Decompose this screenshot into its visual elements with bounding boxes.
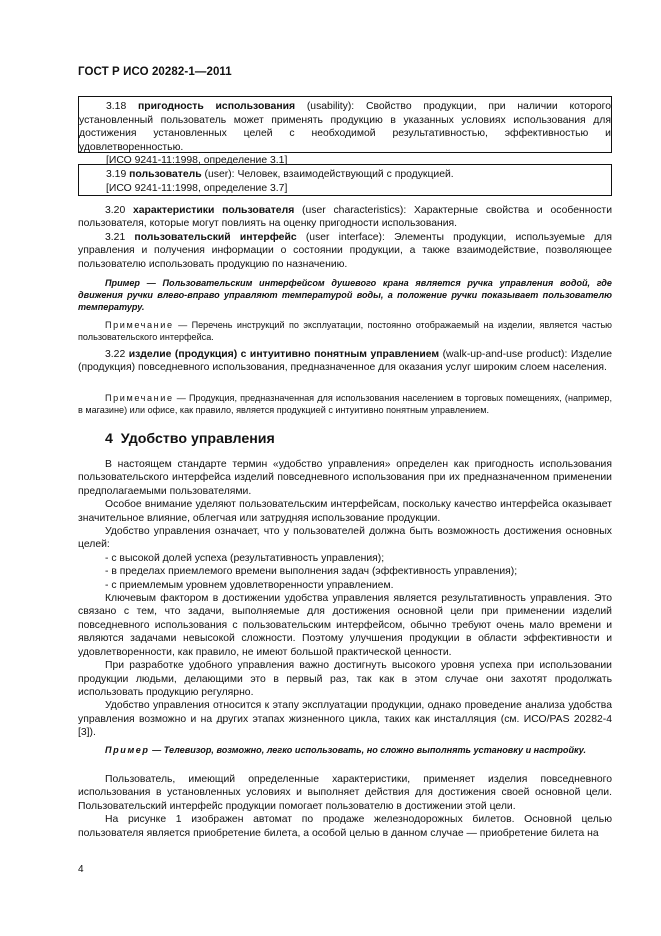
def-term: пользовательский интерфейс	[134, 231, 297, 243]
def-number: 3.22	[105, 349, 126, 360]
note-2	[78, 392, 612, 416]
example-shower	[78, 277, 612, 313]
paragraph: Удобство управления относится к этапу эксплуатации продукции, однако проведение анализа удобства управления возможно и на других этапах жизненного цикла, таких как инсталляция (см. ИСО/PAS 20282-4 [3]).	[78, 700, 612, 739]
note-label: Примечание	[105, 393, 174, 403]
def-term: пригодность использования	[138, 101, 296, 112]
def-text: Изделие (продукция) повседневного использования, предназначенное для оказания услуг широким слоем населения.	[78, 349, 612, 374]
def-term: пользователь	[129, 169, 202, 180]
list-item: - с приемлемым уровнем удовлетворенности управлением.	[105, 579, 394, 591]
def-term-en: (user):	[204, 169, 235, 180]
paragraph: Удобство управления означает, что у пользователей должна быть возможность достижения основных целей:	[78, 526, 612, 551]
list-item: - с высокой долей успеха (результативность управления);	[105, 552, 385, 564]
paragraph: На рисунке 1 изображен автомат по продаже железнодорожных билетов. Основной целью пользователя является приобретение билета, а особой целью в данном случае — приобретение билета на	[78, 814, 612, 839]
def-reference: [ИСО 9241-11:1998, определение 3.7]	[106, 182, 288, 194]
def-term-en: (usability):	[306, 101, 355, 112]
note-1	[78, 319, 612, 343]
def-text: Элементы продукции, используемые для управления и получения информации о состоянии продукции, а также взаимодействие, позволяющее пользователю использовать продукцию по назначению.	[78, 231, 612, 270]
def-term-en: (user characteristics):	[302, 205, 407, 216]
def-number: 3.20	[105, 205, 126, 216]
def-number: 3.18	[106, 101, 127, 112]
def-term: изделие (продукция) с интуитивно понятным управлением	[128, 349, 440, 360]
def-number: 3.19	[106, 169, 127, 180]
paragraph: Пользователь, имеющий определенные характеристики, применяет изделия повседневного использования в установленных условиях и выполняет действия для достижения своей основной цели. Пользовательский интерфейс продукции помогает пользователю в достижении этой цели.	[78, 774, 612, 812]
paragraph: Ключевым фактором в достижении удобства управления является результативность управления. Это связано с тем, что задачи, выполняемые для достижения основной цели при применении изделий повседневного использования с пользовательским интерфейсом, обычно требуют очень мало времени и являются задачами невысокой сложности. Поэтому улучшения продукции в области эффективности и удовлетворенности, как правило, не имеют большой практической ценности.	[78, 593, 612, 658]
def-term-en: (user interface):	[305, 231, 385, 243]
definition-3-19	[79, 168, 611, 182]
definition-3-21	[78, 231, 612, 271]
def-text: Свойство продукции, при наличии которого установленный пользователь может применять продукцию в указанных условиях использования для достижения установленных целей с необходимой результативностью, эффективностью и удовлетворенностью.	[79, 101, 612, 153]
example-tv	[78, 744, 612, 756]
def-text: Характерные свойства и особенности пользователя, которые могут повлиять на оценку пригодности использования.	[78, 205, 612, 230]
def-text: Человек, взаимодействующий с продукцией.	[237, 169, 454, 180]
section-heading	[105, 431, 275, 447]
def-reference: [ИСО 9241-11:1998, определение 3.1]	[106, 155, 288, 167]
definitions-3-20-3-21	[78, 204, 612, 271]
example-text: Пример — Пользовательским интерфейсом душевого крана является ручка управления водой, где движения ручки влево-вправо управляют температурой воды, а положение ручки показывает пользователю температуру.	[78, 278, 612, 312]
def-term: характеристики пользователя	[133, 205, 295, 216]
paragraph: Особое внимание уделяют пользовательским интерфейсам, поскольку качество интерфейса оказывает значительное влияние, облегчая или затрудняя использование продукции.	[78, 499, 612, 524]
definition-box-3-18	[78, 96, 612, 167]
note-label: Примечание	[105, 320, 174, 330]
document-header: ГОСТ Р ИСО 20282-1—2011	[78, 66, 232, 78]
def-number: 3.21	[105, 231, 126, 243]
definition-3-18	[79, 100, 611, 154]
example-text: — Телевизор, возможно, легко использовать, но сложно выполнять установку и настройку.	[152, 745, 586, 755]
example-label: Пример	[105, 745, 150, 755]
section-number: 4	[105, 431, 113, 447]
note-text: — Продукция, предназначенная для использования населением в торговых помещениях, (например, в магазине) или офисе, как правило, является продукцией с интуитивно понятным управлением.	[78, 393, 612, 415]
definition-3-22-text	[78, 348, 612, 375]
definition-3-22	[78, 348, 612, 375]
definition-3-20	[78, 204, 612, 231]
list-item: - в пределах приемлемого времени выполнения задач (эффективность управления);	[105, 566, 518, 578]
section-4-body-cont	[78, 773, 612, 840]
page-number: 4	[78, 864, 84, 875]
definition-box-3-19	[78, 164, 612, 196]
section-4-body	[78, 458, 612, 740]
paragraph: При разработке удобного управления важно достигнуть высокого уровня успеха при использовании продукции людьми, делающими это в первый раз, так как в этом случае они захотят продолжать использовать продукцию регулярно.	[78, 660, 612, 698]
def-term-en: (walk-up-and-use product):	[442, 349, 568, 360]
note-text: — Перечень инструкций по эксплуатации, постоянно отображаемый на изделии, является частью пользовательского интерфейса.	[78, 320, 613, 342]
paragraph: В настоящем стандарте термин «удобство управления» определен как пригодность использования пользовательского интерфейса изделий повседневного использования при их предназначенном применении предполагаемыми пользователями.	[78, 459, 612, 497]
section-title: Удобство управления	[120, 431, 275, 447]
